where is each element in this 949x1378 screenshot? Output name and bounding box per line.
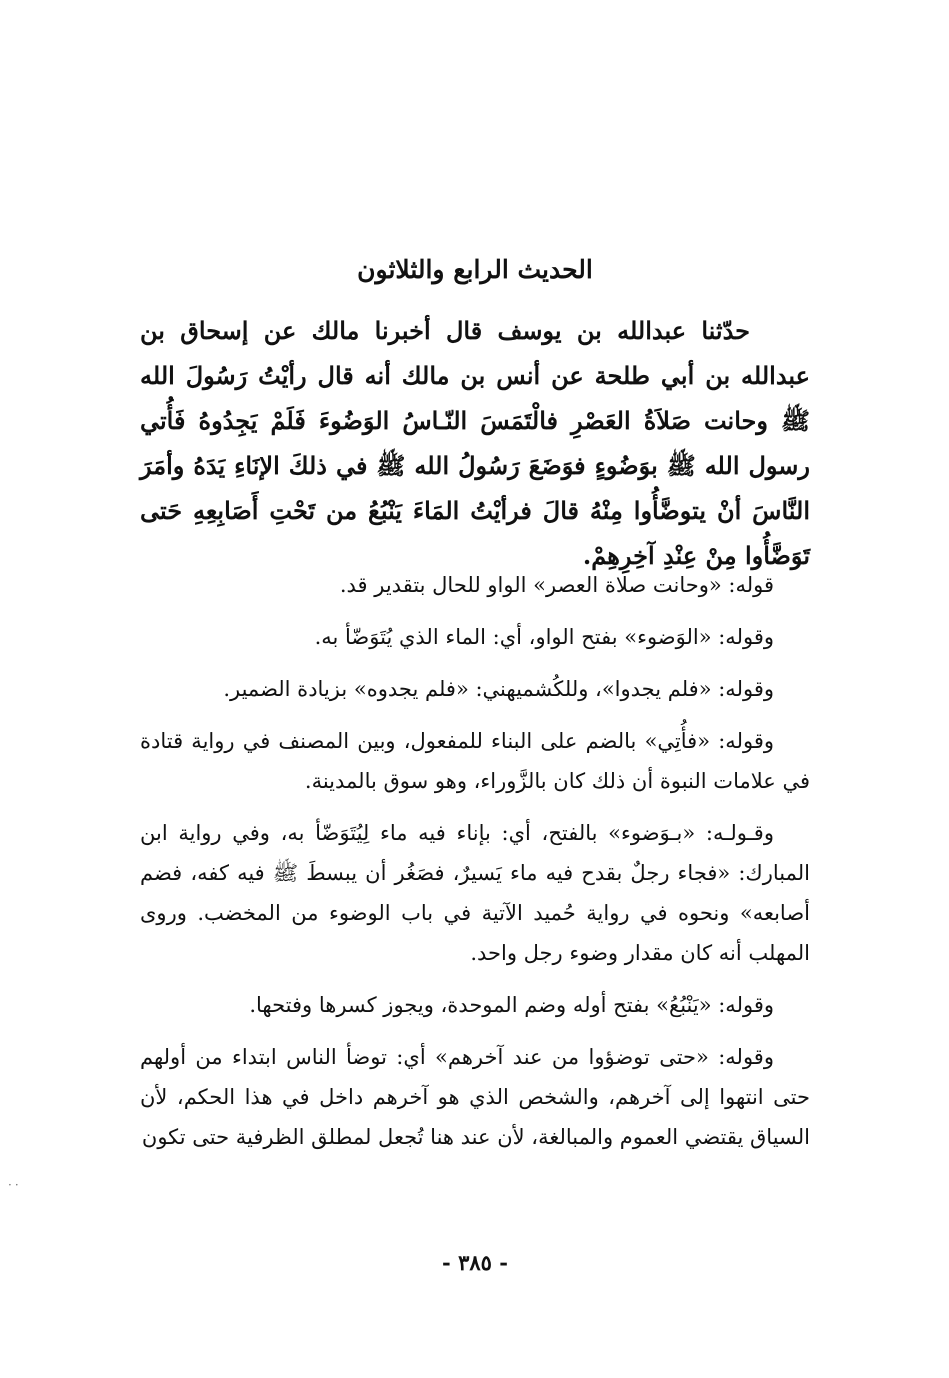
page-number: - ٣٨٥ - (442, 1250, 508, 1275)
commentary-paragraph: وقوله: «يَنْبُعُ» بفتح أوله وضم الموحدة، ويجوز كسرها وفتحها. (249, 993, 774, 1017)
hadith-title: الحديث الرابع والثلاثون (357, 255, 593, 284)
commentary-paragraph: وقوله: «حتى توضؤوا من عند آخرهم» أي: توضأ الناس ابتداء من أولهم حتى انتهوا إلى آخرهم، والشخص الذي هو آخرهم داخل في هذا الحكم، لأن السياق يقتضي العموم والمبالغة، لأن عند هنا تُجعل لمطلق الظرفية حتى تكون (140, 1045, 810, 1149)
commentary-paragraph: قوله: «وحانت صلاة العصر» الواو للحال بتقدير قد. (339, 573, 774, 597)
hadith-text: حدّثنا عبدالله بن يوسف قال أخبرنا مالك عن إسحاق بن عبدالله بن أبي طلحة عن أنس بن مالك أنه قال رأيْتُ رَسُولَ الله ﷺ وحانت صَلاَةُ العَصْرِ فالْتَمَسَ النّـاسُ الوَضُوءَ فَلَمْ يَجِدُوهُ فَأُتي رسول الله ﷺ بوَضُوءٍ فوَضَعَ رَسُولُ الله ﷺ في ذلكَ الإنَاءِ يَدَهُ وأمَرَ النَّاسَ أنْ يتوضَّأُوا مِنْهُ قالَ فرأيْتُ المَاءَ يَنْبُعُ من تَحْتِ أَصَابِعِهِ حَتى تَوَضَّأُوا مِنْ عِنْدِ آخِرِهِمْ. (140, 316, 810, 570)
commentary-paragraph: وقوله: «فأُتِي» بالضم على البناء للمفعول، وبين المصنف في رواية قتادة في علامات النبوة أن ذلك كان بالزَّوراء، وهو سوق بالمدينة. (140, 729, 810, 793)
commentary-paragraph: وقوله: «الوَضوء» بفتح الواو، أي: الماء الذي يُتَوَضّأ به. (314, 625, 774, 649)
commentary-paragraph: وقـولـه: «بـوَضوء» بالفتح، أي: بإناء فيه ماء لِيُتَوَضّأ به، وفي رواية ابن المبارك: «فجاء رجلٌ بقدح فيه ماء يَسيرٌ، فصَغُر أن يبسطَ ﷺ فيه كفه، فضم أصابعه» ونحوه في رواية حُميد الآتية في باب الوضوء من المخضب. وروى المهلب أنه كان مقدار وضوء رجل واحد. (140, 821, 810, 965)
commentary-section (140, 565, 810, 1169)
commentary-paragraph: وقوله: «فلم يجدوا»، وللكُشميهني: «فلم يجدوه» بزيادة الضمير. (223, 677, 774, 701)
margin-mark: ·· (8, 1178, 22, 1192)
